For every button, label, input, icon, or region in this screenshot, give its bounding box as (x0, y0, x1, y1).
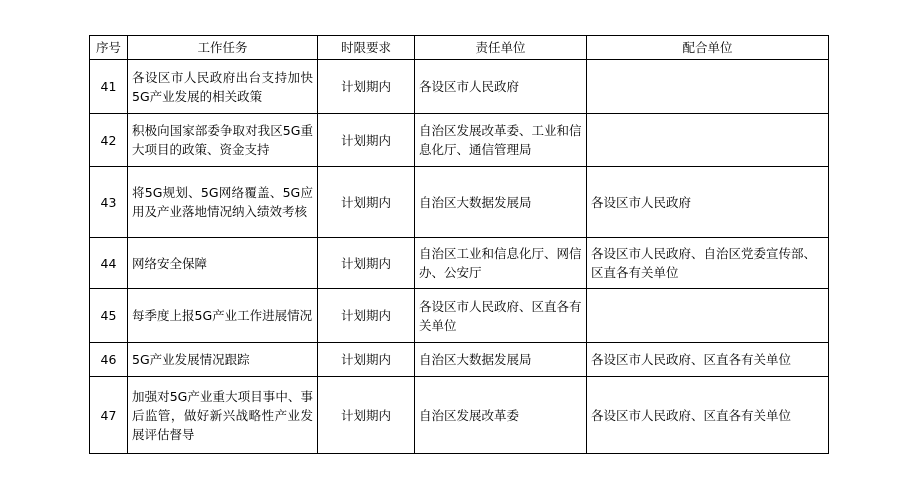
cell-responsible: 自治区发展改革委、工业和信息化厅、通信管理局 (415, 114, 587, 167)
cell-responsible: 自治区工业和信息化厅、网信办、公安厅 (415, 238, 587, 289)
header-seq: 序号 (90, 36, 128, 60)
cell-seq: 46 (90, 343, 128, 377)
cell-task: 将5G规划、5G网络覆盖、5G应用及产业落地情况纳入绩效考核 (128, 167, 318, 238)
cell-task: 加强对5G产业重大项目事中、事后监管，做好新兴战略性产业发展评估督导 (128, 377, 318, 454)
cell-seq: 43 (90, 167, 128, 238)
cell-task: 5G产业发展情况跟踪 (128, 343, 318, 377)
cell-seq: 45 (90, 289, 128, 343)
cell-cooperating: 各设区市人民政府、区直各有关单位 (587, 343, 829, 377)
cell-responsible: 各设区市人民政府、区直各有关单位 (415, 289, 587, 343)
table-row (90, 60, 829, 114)
cell-task: 积极向国家部委争取对我区5G重大项目的政策、资金支持 (128, 114, 318, 167)
cell-responsible: 自治区大数据发展局 (415, 167, 587, 238)
cell-cooperating (587, 114, 829, 167)
cell-task: 各设区市人民政府出台支持加快5G产业发展的相关政策 (128, 60, 318, 114)
header-deadline: 时限要求 (318, 36, 415, 60)
cell-seq: 47 (90, 377, 128, 454)
cell-task: 网络安全保障 (128, 238, 318, 289)
header-responsible: 责任单位 (415, 36, 587, 60)
table-row (90, 167, 829, 238)
cell-deadline: 计划期内 (318, 377, 415, 454)
cell-seq: 44 (90, 238, 128, 289)
cell-cooperating: 各设区市人民政府 (587, 167, 829, 238)
cell-deadline: 计划期内 (318, 167, 415, 238)
cell-seq: 41 (90, 60, 128, 114)
cell-responsible: 各设区市人民政府 (415, 60, 587, 114)
cell-cooperating (587, 289, 829, 343)
cell-cooperating (587, 60, 829, 114)
table-row (90, 238, 829, 289)
cell-responsible: 自治区发展改革委 (415, 377, 587, 454)
header-cooperating: 配合单位 (587, 36, 829, 60)
cell-cooperating: 各设区市人民政府、区直各有关单位 (587, 377, 829, 454)
header-task: 工作任务 (128, 36, 318, 60)
cell-seq: 42 (90, 114, 128, 167)
table-row (90, 377, 829, 454)
cell-deadline: 计划期内 (318, 114, 415, 167)
cell-deadline: 计划期内 (318, 343, 415, 377)
task-table (89, 35, 829, 454)
cell-deadline: 计划期内 (318, 289, 415, 343)
table-row (90, 114, 829, 167)
table-header-row (90, 36, 829, 60)
cell-responsible: 自治区大数据发展局 (415, 343, 587, 377)
table-row (90, 343, 829, 377)
cell-cooperating: 各设区市人民政府、自治区党委宣传部、区直各有关单位 (587, 238, 829, 289)
cell-deadline: 计划期内 (318, 60, 415, 114)
cell-task: 每季度上报5G产业工作进展情况 (128, 289, 318, 343)
cell-deadline: 计划期内 (318, 238, 415, 289)
table-row (90, 289, 829, 343)
